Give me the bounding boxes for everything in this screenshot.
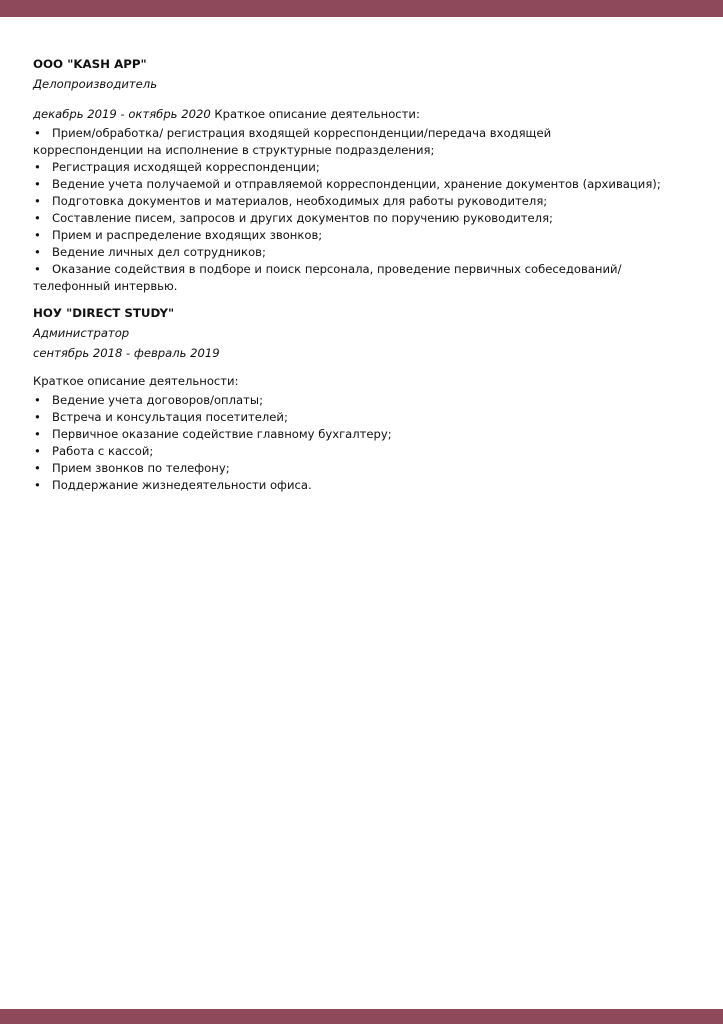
top-accent-bar [0,0,723,17]
duty-item: • Первичное оказание содействие главному бухгалтеру; [33,426,663,443]
duty-item: • Ведение учета договоров/оплаты; [33,392,663,409]
duty-item: • Составление писем, запросов и других документов по поручению руководителя; [33,210,663,227]
duty-item: • Ведение учета получаемой и отправляемой корреспонденции, хранение документов (архивация); [33,176,663,193]
summary-label: Краткое описание деятельности: [214,107,420,121]
duty-item: • Работа с кассой; [33,443,663,460]
duty-item: • Подготовка документов и материалов, необходимых для работы руководителя; [33,193,663,210]
resume-content [33,56,663,494]
duty-item: • Ведение личных дел сотрудников; [33,244,663,261]
bottom-accent-bar [0,1009,723,1024]
duty-item: • Оказание содействия в подборе и поиск персонала, проведение первичных собеседований/ телефонный интервью. [33,261,663,295]
job-period: сентябрь 2018 - февраль 2019 [33,346,220,360]
summary-label: Краткое описание деятельности: [33,374,239,388]
duty-item: • Прием и распределение входящих звонков; [33,227,663,244]
company-name: ООО "KASH APP" [33,57,147,71]
company-name: НОУ "DIRECT STUDY" [33,306,175,320]
duty-item: • Встреча и консультация посетителей; [33,409,663,426]
job-title: Администратор [33,326,130,340]
period-and-summary-line [33,106,663,123]
duties-list [33,392,663,494]
duty-item: • Прием звонков по телефону; [33,460,663,477]
duties-list [33,125,663,295]
duty-item: • Поддержание жизнедеятельности офиса. [33,477,663,494]
job-entry-kash-app [33,56,663,295]
duty-item: • Прием/обработка/ регистрация входящей корреспонденции/передача входящей корреспонденции на исполнение в структурные подразделения; [33,125,663,159]
job-period: декабрь 2019 - октябрь 2020 [33,107,211,121]
job-entry-direct-study [33,305,663,494]
job-title: Делопроизводитель [33,77,158,91]
duty-item: • Регистрация исходящей корреспонденции; [33,159,663,176]
